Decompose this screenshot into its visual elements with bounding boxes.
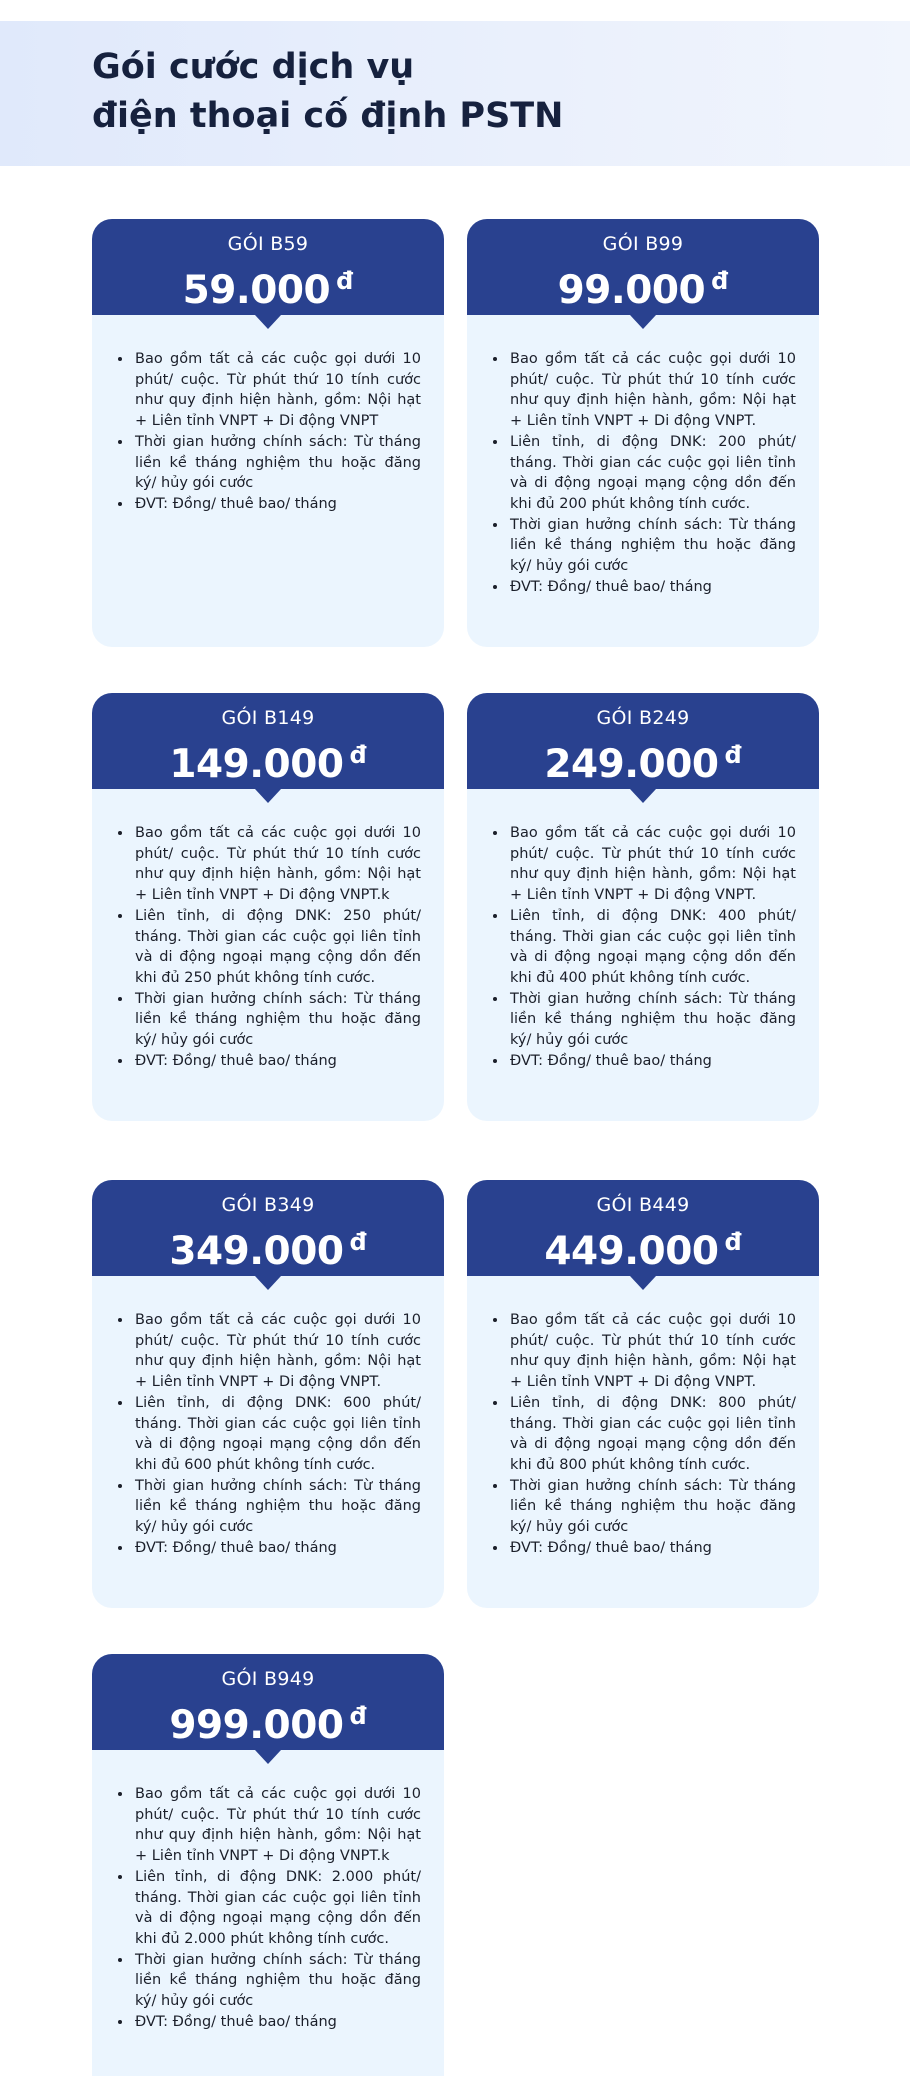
package-feature-item: • Liên tỉnh, di động DNK: 2.000 phút/ tháng. Thời gian các cuộc gọi liên tỉnh và di động ngoại mạng cộng dồn đến khi đủ 2.000 phút không tính cước. (133, 1867, 421, 1950)
package-currency: đ (349, 1228, 367, 1256)
package-feature-item: • Bao gồm tất cả các cuộc gọi dưới 10 phút/ cuộc. Từ phút thứ 10 tính cước như quy định hiện hành, gồm: Nội hạt + Liên tỉnh VNPT + Di động VNPT. (508, 823, 796, 906)
package-feature-item: • Liên tỉnh, di động DNK: 250 phút/ tháng. Thời gian các cuộc gọi liên tỉnh và di động ngoại mạng cộng dồn đến khi đủ 250 phút không tính cước. (133, 906, 421, 989)
package-features (92, 1276, 444, 1558)
package-feature-item: • Thời gian hưởng chính sách: Từ tháng liền kề tháng nghiệm thu hoặc đăng ký/ hủy gói cước (508, 989, 796, 1051)
package-currency: đ (724, 741, 742, 769)
package-price-row (467, 258, 819, 321)
package-feature-item: • Liên tỉnh, di động DNK: 800 phút/ tháng. Thời gian các cuộc gọi liên tỉnh và di động ngoại mạng cộng dồn đến khi đủ 800 phút không tính cước. (508, 1393, 796, 1476)
package-name: GÓI B449 (596, 1194, 690, 1216)
package-name: GÓI B99 (602, 233, 684, 255)
package-price: 449.000 (544, 1229, 719, 1274)
package-card-header (92, 219, 444, 315)
package-currency: đ (349, 1702, 367, 1730)
package-price-row (92, 1219, 444, 1282)
package-feature-item: • Thời gian hưởng chính sách: Từ tháng liền kề tháng nghiệm thu hoặc đăng ký/ hủy gói cước (133, 1950, 421, 2012)
package-card-header (92, 1180, 444, 1276)
package-feature-item: • Bao gồm tất cả các cuộc gọi dưới 10 phút/ cuộc. Từ phút thứ 10 tính cước như quy định hiện hành, gồm: Nội hạt + Liên tỉnh VNPT + Di động VNPT. (133, 1310, 421, 1393)
package-features (92, 315, 444, 515)
page-title-line-2: điện thoại cố định PSTN (92, 96, 564, 136)
package-card-header (92, 1654, 444, 1750)
package-price-row (92, 732, 444, 795)
package-name: GÓI B149 (221, 707, 315, 729)
package-feature-item: • ĐVT: Đồng/ thuê bao/ tháng (133, 2012, 421, 2033)
package-card-b349 (92, 1180, 444, 1608)
package-feature-item: • Thời gian hưởng chính sách: Từ tháng liền kề tháng nghiệm thu hoặc đăng ký/ hủy gói cước (133, 1476, 421, 1538)
package-feature-item: • Thời gian hưởng chính sách: Từ tháng liền kề tháng nghiệm thu hoặc đăng ký/ hủy gói cước (508, 515, 796, 577)
package-feature-item: • Bao gồm tất cả các cuộc gọi dưới 10 phút/ cuộc. Từ phút thứ 10 tính cước như quy định hiện hành, gồm: Nội hạt + Liên tỉnh VNPT + Di động VNPT. (508, 349, 796, 432)
package-card-header (92, 693, 444, 789)
package-feature-item: • ĐVT: Đồng/ thuê bao/ tháng (508, 1051, 796, 1072)
package-card-header (467, 219, 819, 315)
page-title-line-1: Gói cước dịch vụ (92, 47, 415, 87)
package-price-row (467, 1219, 819, 1282)
page-header (0, 21, 910, 166)
package-price-row (92, 1693, 444, 1756)
package-feature-item: • Bao gồm tất cả các cuộc gọi dưới 10 phút/ cuộc. Từ phút thứ 10 tính cước như quy định hiện hành, gồm: Nội hạt + Liên tỉnh VNPT + Di động VNPT (133, 349, 421, 432)
package-feature-item: • Thời gian hưởng chính sách: Từ tháng liền kề tháng nghiệm thu hoặc đăng ký/ hủy gói cước (508, 1476, 796, 1538)
package-card-b949 (92, 1654, 444, 2076)
package-card-b59 (92, 219, 444, 647)
package-feature-item: • ĐVT: Đồng/ thuê bao/ tháng (133, 1538, 421, 1559)
package-name: GÓI B949 (221, 1668, 315, 1690)
package-feature-item: • Bao gồm tất cả các cuộc gọi dưới 10 phút/ cuộc. Từ phút thứ 10 tính cước như quy định hiện hành, gồm: Nội hạt + Liên tỉnh VNPT + Di động VNPT.k (133, 1784, 421, 1867)
package-feature-item: • Bao gồm tất cả các cuộc gọi dưới 10 phút/ cuộc. Từ phút thứ 10 tính cước như quy định hiện hành, gồm: Nội hạt + Liên tỉnh VNPT + Di động VNPT.k (133, 823, 421, 906)
package-price: 999.000 (169, 1703, 344, 1748)
package-name: GÓI B59 (227, 233, 309, 255)
package-features (467, 315, 819, 597)
package-feature-item: • Liên tỉnh, di động DNK: 400 phút/ tháng. Thời gian các cuộc gọi liên tỉnh và di động ngoại mạng cộng dồn đến khi đủ 400 phút không tính cước. (508, 906, 796, 989)
package-card-b249 (467, 693, 819, 1121)
package-features (467, 1276, 819, 1558)
package-feature-item: • Liên tỉnh, di động DNK: 600 phút/ tháng. Thời gian các cuộc gọi liên tỉnh và di động ngoại mạng cộng dồn đến khi đủ 600 phút không tính cước. (133, 1393, 421, 1476)
package-price: 149.000 (169, 742, 344, 787)
package-currency: đ (711, 267, 729, 295)
package-currency: đ (724, 1228, 742, 1256)
package-feature-item: • Thời gian hưởng chính sách: Từ tháng liền kề tháng nghiệm thu hoặc đăng ký/ hủy gói cước (133, 989, 421, 1051)
package-card-b149 (92, 693, 444, 1121)
package-feature-item: • ĐVT: Đồng/ thuê bao/ tháng (133, 494, 421, 515)
package-currency: đ (336, 267, 354, 295)
package-feature-item: • ĐVT: Đồng/ thuê bao/ tháng (508, 577, 796, 598)
package-card-b449 (467, 1180, 819, 1608)
package-currency: đ (349, 741, 367, 769)
package-features (92, 789, 444, 1071)
package-feature-item: • Bao gồm tất cả các cuộc gọi dưới 10 phút/ cuộc. Từ phút thứ 10 tính cước như quy định hiện hành, gồm: Nội hạt + Liên tỉnh VNPT + Di động VNPT. (508, 1310, 796, 1393)
package-feature-item: • Liên tỉnh, di động DNK: 200 phút/ tháng. Thời gian các cuộc gọi liên tỉnh và di động ngoại mạng cộng dồn đến khi đủ 200 phút không tính cước. (508, 432, 796, 515)
package-price-row (92, 258, 444, 321)
package-price-row (467, 732, 819, 795)
package-feature-item: • Thời gian hưởng chính sách: Từ tháng liền kề tháng nghiệm thu hoặc đăng ký/ hủy gói cước (133, 432, 421, 494)
package-features (92, 1750, 444, 2032)
page-title (92, 43, 563, 141)
package-card-b99 (467, 219, 819, 647)
package-features (467, 789, 819, 1071)
package-price: 249.000 (544, 742, 719, 787)
package-feature-item: • ĐVT: Đồng/ thuê bao/ tháng (508, 1538, 796, 1559)
package-name: GÓI B249 (596, 707, 690, 729)
package-price: 59.000 (182, 268, 331, 313)
package-feature-item: • ĐVT: Đồng/ thuê bao/ tháng (133, 1051, 421, 1072)
package-price: 349.000 (169, 1229, 344, 1274)
package-card-header (467, 1180, 819, 1276)
package-price: 99.000 (557, 268, 706, 313)
package-card-header (467, 693, 819, 789)
package-name: GÓI B349 (221, 1194, 315, 1216)
